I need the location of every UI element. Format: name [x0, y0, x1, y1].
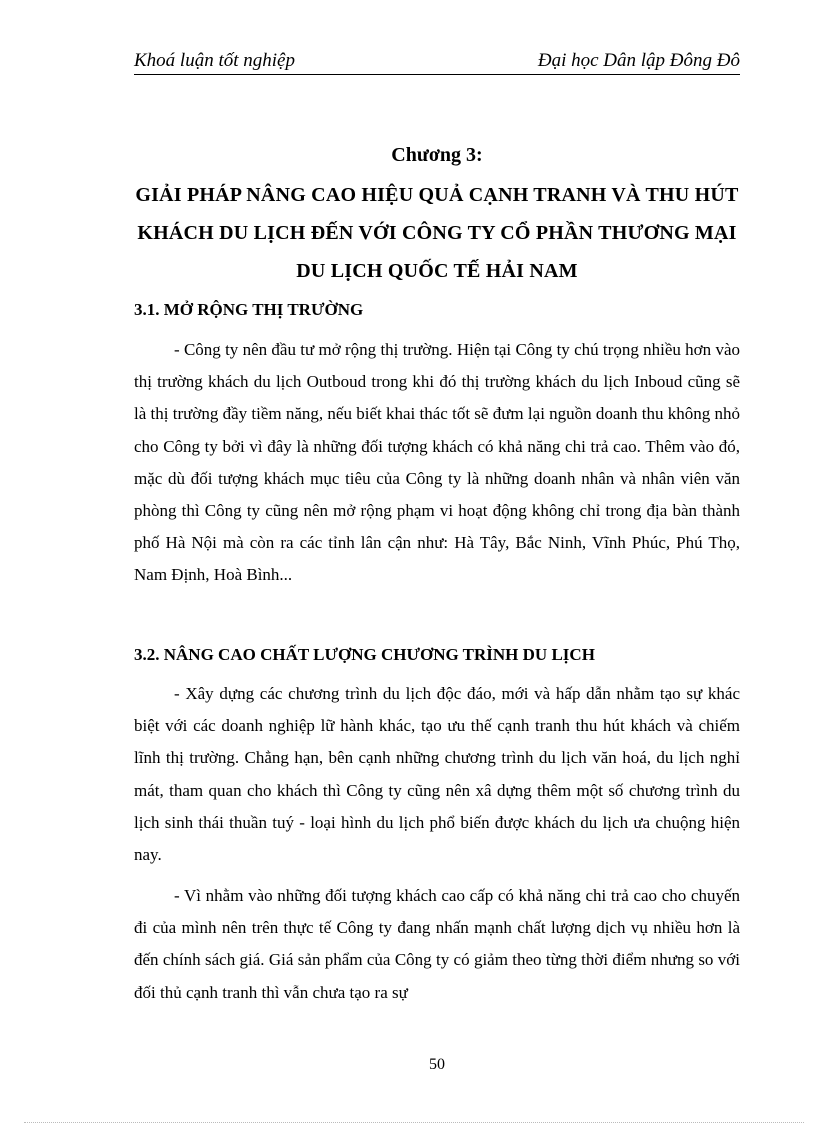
section-heading-3-2: 3.2. NÂNG CAO CHẤT LƯỢNG CHƯƠNG TRÌNH DU LỊCH — [134, 645, 595, 664]
header-right-text: Đại học Dân lập Đông Đô — [537, 50, 740, 71]
header-left-text: Khoá luận tốt nghiệp — [134, 50, 295, 71]
paragraph-3-1: - Công ty nên đầu tư mở rộng thị trường. Hiện tại Công ty chú trọng nhiều hơn vào thị trường khách du lịch Outboud trong khi đó thị trường khách du lịch Inboud cũng sẽ là thị trường đầy tiềm năng, nếu biết khai thác tốt sẽ đưm lại nguồn doanh thu không nhỏ cho Công ty bởi vì đây là những đối tượng khách có khả năng chi trả cao. Thêm vào đó, mặc dù đối tượng khách mục tiêu của Công ty là những doanh nhân và nhân viên văn phòng thì Công ty cũng nên mở rộng phạm vi hoạt động không chỉ trong địa bàn thành phố Hà Nội mà còn ra các tỉnh lân cận như: Hà Tây, Bắc Ninh, Vĩnh Phúc, Phú Thọ, Nam Định, Hoà Bình... — [134, 340, 740, 585]
page-header — [134, 48, 740, 72]
chapter-title: GIẢI PHÁP NÂNG CAO HIỆU QUẢ CẠNH TRANH VÀ THU HÚT KHÁCH DU LỊCH ĐẾN VỚI CÔNG TY CỔ PHẦN THƯƠNG MẠI DU LỊCH QUỐC TẾ HẢI NAM — [135, 184, 739, 282]
paragraph-3-2-b: - Vì nhằm vào những đối tượng khách cao cấp có khả năng chi trả cao cho chuyến đi của mình nên trên thực tế Công ty đang nhấn mạnh chất lượng dịch vụ nhiều hơn là đến chính sách giá. Giá sản phẩm của Công ty có giảm theo từng thời điểm nhưng so với đối thủ cạnh tranh thì vẫn chưa tạo ra sự — [134, 886, 740, 1002]
paragraph-3-2-a: - Xây dựng các chương trình du lịch độc đáo, mới và hấp dẫn nhằm tạo sự khác biệt với các doanh nghiệp lữ hành khác, tạo ưu thế cạnh tranh thu hút khách và chiếm lĩnh thị trường. Chẳng hạn, bên cạnh những chương trình du lịch văn hoá, du lịch nghỉ mát, tham quan cho khách thì Công ty cũng nên xâ dựng thêm một số chương trình du lịch sinh thái thuần tuý - loại hình du lịch phổ biến được khách du lịch ưa chuộng hiện nay. — [134, 684, 740, 865]
page-number: 50 — [429, 1056, 445, 1073]
header-rule — [134, 74, 740, 75]
section-heading-3-1: 3.1. MỞ RỘNG THỊ TRƯỜNG — [134, 300, 364, 319]
chapter-number: Chương 3: — [391, 144, 483, 166]
